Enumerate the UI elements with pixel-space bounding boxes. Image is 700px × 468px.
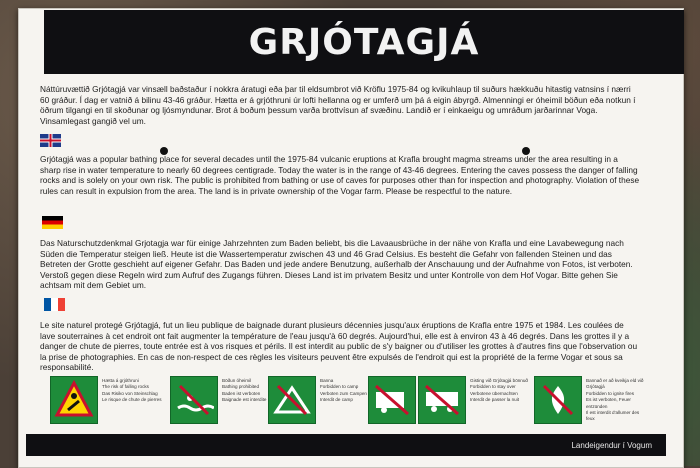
prohibition-icons — [50, 376, 650, 432]
falling-rocks-icon — [50, 376, 98, 424]
no-bathing-icon — [170, 376, 218, 424]
footer-bar — [26, 434, 666, 456]
no-fire-caption — [586, 378, 648, 423]
french-text: Le site naturel protegé Grjótagjá, fut un lieu publique de baignade durant plusieurs décennies jusqu'aux éruptions de Krafla entre 1975 et 1984. Les coulées de lave souterraines à cet endroit ont fait augmenter la température de l'eau jusqu'à 60 degrés. Aujourd'hui, elle est à environ 43 à 46 degrés. Dans les grottes il y a danger de chute de pierres, toute entrée est à vos risques et périls. Il est interdit au public de s'y baigner ou d'utiliser les grottes à d'autres fins que l'observation ou la prise de photographies. En cas de non-respect de ces règles les visiteurs peuvent être expulsés de l'endroit qui est la propriété de la ferme Vogar et sous sa responsabilité. — [40, 320, 638, 373]
caption-line: Baden ist verboten — [222, 390, 261, 396]
german-text: Das Naturschutzdenkmal Grjotagja war für einige Jahrzehnten zum Baden beliebt, bis die Lavaausbrüche in der nähe von Krafla und eine Lavabewegung nach Süden die Temperatur steigen ließ. Heute ist die Wassertemperatur zwischen 43 und 46 Grad Celsius. Es besteht die Gefahr von fallenden Steinen und das Betreten der Grotte geschieht auf eigener Gefahr. Das Baden und jede andere Benutzung, außerhalb der Anschauung und der Aufnahme von Fotos, ist verboten. Verstoß gegen diese Regeln wird zum Aufruf des Zugangs führen. Dieses Land ist im privatem Besitz und unter Kontrolle von dem Hof Vogar. Bitte gehen Sie achtsam mit dem Gebiet um. — [40, 238, 633, 291]
caption-line: Verbotene übernachten — [470, 390, 518, 396]
caption-line: Böðun óheimil — [222, 378, 252, 383]
caption-line: Le risque de chute de pierres — [102, 397, 162, 403]
caption-line: Bannað er að kveikja eld við Grjótagjá — [586, 378, 644, 390]
no-caravan-icon — [368, 376, 416, 424]
french-flag-icon — [44, 298, 65, 311]
caption-line: Banna — [320, 378, 334, 383]
footer-text: Landeigendur í Vogum — [571, 440, 652, 450]
icelandic-text: Náttúruvættið Grjótagjá var vinsæll baðstaður í nokkra áratugi eða þar til eldsumbrot við Kröflu 1975-84 og kvikuhlaup til suðurs hækkuðu hitastig vatnsins í nærri 60 gráður. Í dag er vatnið á bilinu 43-46 gráður. Hætta er á grjóthruni úr lofti hellanna og er umferð um þá á eigin ábyrgð. Almenningi er óheimil böðun eða notkun í öðrum tilgangi en til skoðunar og ljósmyndunar. Brot á boðum þessum varða brottvísun af svæðinu. Landið er í einkaeigu og umráðum jarðarinnar Voga. Vinsamlegast gangið vel um. — [40, 84, 636, 126]
caption-line: The risk of falling rocks — [102, 384, 149, 390]
caption-line: Verboten zum Campen — [320, 390, 367, 396]
falling-rocks-caption — [102, 378, 164, 404]
caption-line: Das Risiko von Steinschlag — [102, 390, 158, 396]
caption-line: Forbidden to camp — [320, 384, 359, 390]
caption-line: Il est interdit d'allumer des feux — [586, 410, 640, 422]
caption-line: Forbidden to stay over — [470, 384, 516, 390]
title-bar — [44, 10, 684, 74]
no-overnight-caption — [470, 378, 532, 404]
caption-line: Baignade est interdite — [222, 397, 267, 403]
caption-line: Interdit de passer la nuit — [470, 397, 520, 403]
caption-line: Bathing prohibited — [222, 384, 260, 390]
no-camping-icon — [268, 376, 316, 424]
german-flag-icon — [42, 216, 63, 229]
caption-line: Interdit de camp — [320, 397, 353, 403]
sign-title: GRJÓTAGJÁ — [248, 21, 480, 63]
caption-line: Forbidden to ignite fires — [586, 390, 635, 396]
caption-line: Gisting við Grjótagjá bönnuð — [470, 378, 528, 383]
no-fire-icon — [534, 376, 582, 424]
caption-line: Hætta á grjóthruni — [102, 378, 139, 383]
uk-flag-icon — [40, 134, 61, 147]
caption-line: Es ist verboten, Feuer entzünden — [586, 397, 631, 409]
no-campervan-icon — [418, 376, 466, 424]
english-text: Grjótagjá was a popular bathing place for several decades until the 1975-84 vulcanic eruptions at Krafla brought magma streams under the area resulting in a sharp rise in water temperature to nearly 60 degrees centigrade. Today the water is in the range of 43-46 degrees. Entering the caves possess the danger of falling rocks and is solely on your own risk. The public is prohibited from bathing or use of caves for purposes other than for inspection and photography. Violation of these rules can result in expulsion from the area. The land is in private ownership of the Vogar farm. Please be respectful to the nature. — [40, 154, 640, 196]
